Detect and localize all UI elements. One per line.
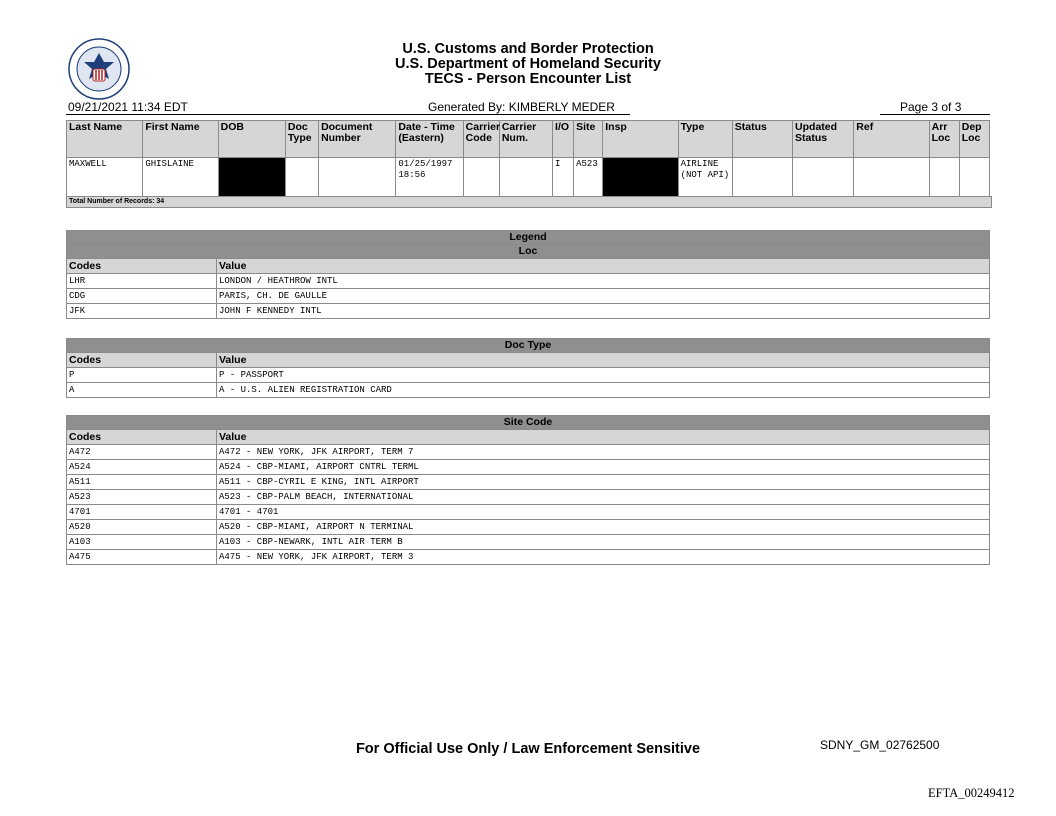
- code-cell: A524: [67, 460, 217, 475]
- cell-io: I: [553, 158, 574, 203]
- value-cell: 4701 - 4701: [217, 505, 990, 520]
- codes-header: Codes: [67, 430, 217, 445]
- col-header: Site: [574, 121, 603, 158]
- list-item: [67, 475, 990, 490]
- code-cell: A475: [67, 550, 217, 565]
- legend-loc-table: [66, 230, 990, 319]
- list-item: [67, 368, 990, 383]
- list-item: [67, 383, 990, 398]
- generated-by: Generated By: KIMBERLY MEDER: [428, 100, 615, 114]
- value-cell: A520 - CBP-MIAMI, AIRPORT N TERMINAL: [217, 520, 990, 535]
- value-cell: LONDON / HEATHROW INTL: [217, 274, 990, 289]
- code-cell: P: [67, 368, 217, 383]
- col-header: Dep Loc: [959, 121, 989, 158]
- code-cell: A: [67, 383, 217, 398]
- dhs-seal-logo: [68, 38, 130, 100]
- report-title: TECS - Person Encounter List: [424, 71, 632, 87]
- value-header: Value: [217, 259, 990, 274]
- code-cell: CDG: [67, 289, 217, 304]
- value-cell: A475 - NEW YORK, JFK AIRPORT, TERM 3: [217, 550, 990, 565]
- code-cell: JFK: [67, 304, 217, 319]
- table-header-row: [67, 121, 990, 158]
- legend-title: Legend: [67, 231, 990, 245]
- value-cell: P - PASSPORT: [217, 368, 990, 383]
- value-cell: A - U.S. ALIEN REGISTRATION CARD: [217, 383, 990, 398]
- code-cell: A520: [67, 520, 217, 535]
- col-header: Document Number: [319, 121, 396, 158]
- col-header: First Name: [143, 121, 218, 158]
- code-cell: LHR: [67, 274, 217, 289]
- cell-site: A523: [574, 158, 603, 203]
- list-item: [67, 289, 990, 304]
- value-header: Value: [217, 353, 990, 368]
- col-header: I/O: [553, 121, 574, 158]
- legend-doc-type-table: [66, 338, 990, 398]
- code-cell: A511: [67, 475, 217, 490]
- meta-underline: [66, 114, 446, 115]
- code-cell: A523: [67, 490, 217, 505]
- col-header: Arr Loc: [929, 121, 959, 158]
- col-header: Carrier Code: [463, 121, 499, 158]
- meta-underline: [880, 114, 990, 115]
- value-cell: A103 - CBP-NEWARK, INTL AIR TERM B: [217, 535, 990, 550]
- value-header: Value: [217, 430, 990, 445]
- col-header: Date - Time (Eastern): [396, 121, 463, 158]
- list-item: [67, 550, 990, 565]
- list-item: [67, 535, 990, 550]
- value-cell: A523 - CBP-PALM BEACH, INTERNATIONAL: [217, 490, 990, 505]
- efta-number: EFTA_00249412: [928, 786, 1015, 800]
- list-item: [67, 304, 990, 319]
- value-cell: JOHN F KENNEDY INTL: [217, 304, 990, 319]
- value-cell: A511 - CBP-CYRIL E KING, INTL AIRPORT: [217, 475, 990, 490]
- col-header: Status: [732, 121, 792, 158]
- col-header: Doc Type: [285, 121, 318, 158]
- value-cell: A472 - NEW YORK, JFK AIRPORT, TERM 7: [217, 445, 990, 460]
- bates-number: SDNY_GM_02762500: [820, 738, 940, 752]
- page-number: Page 3 of 3: [900, 100, 962, 114]
- col-header: DOB: [218, 121, 285, 158]
- codes-header: Codes: [67, 353, 217, 368]
- list-item: [67, 460, 990, 475]
- official-use-notice: For Official Use Only / Law Enforcement Sensitive: [355, 741, 701, 757]
- report-datetime: 09/21/2021 11:34 EDT: [68, 100, 188, 114]
- encounter-table: [66, 120, 990, 203]
- code-cell: A103: [67, 535, 217, 550]
- list-item: [67, 445, 990, 460]
- col-header: Ref: [854, 121, 929, 158]
- list-item: [67, 505, 990, 520]
- site-code-section-title: Site Code: [67, 416, 990, 430]
- cell-type: AIRLINE (NOT API): [678, 158, 732, 203]
- list-item: [67, 490, 990, 505]
- doc-type-section-title: Doc Type: [67, 339, 990, 353]
- legend-site-code-table: [66, 415, 990, 565]
- col-header: Last Name: [67, 121, 143, 158]
- cell-date-time: 01/25/1997 18:56: [396, 158, 463, 203]
- value-cell: PARIS, CH. DE GAULLE: [217, 289, 990, 304]
- value-cell: A524 - CBP-MIAMI, AIRPORT CNTRL TERML: [217, 460, 990, 475]
- code-cell: A472: [67, 445, 217, 460]
- loc-section-title: Loc: [67, 245, 990, 259]
- cell-first-name: GHISLAINE: [143, 158, 218, 203]
- department-title: U.S. Department of Homeland Security: [395, 56, 661, 72]
- col-header: Updated Status: [793, 121, 854, 158]
- list-item: [67, 520, 990, 535]
- list-item: [67, 274, 990, 289]
- col-header: Type: [678, 121, 732, 158]
- total-records: Total Number of Records: 34: [66, 196, 992, 208]
- agency-title: U.S. Customs and Border Protection: [402, 41, 654, 57]
- codes-header: Codes: [67, 259, 217, 274]
- col-header: Insp: [603, 121, 678, 158]
- cell-last-name: MAXWELL: [67, 158, 143, 203]
- code-cell: 4701: [67, 505, 217, 520]
- meta-underline: [446, 114, 630, 115]
- col-header: Carrier Num.: [499, 121, 552, 158]
